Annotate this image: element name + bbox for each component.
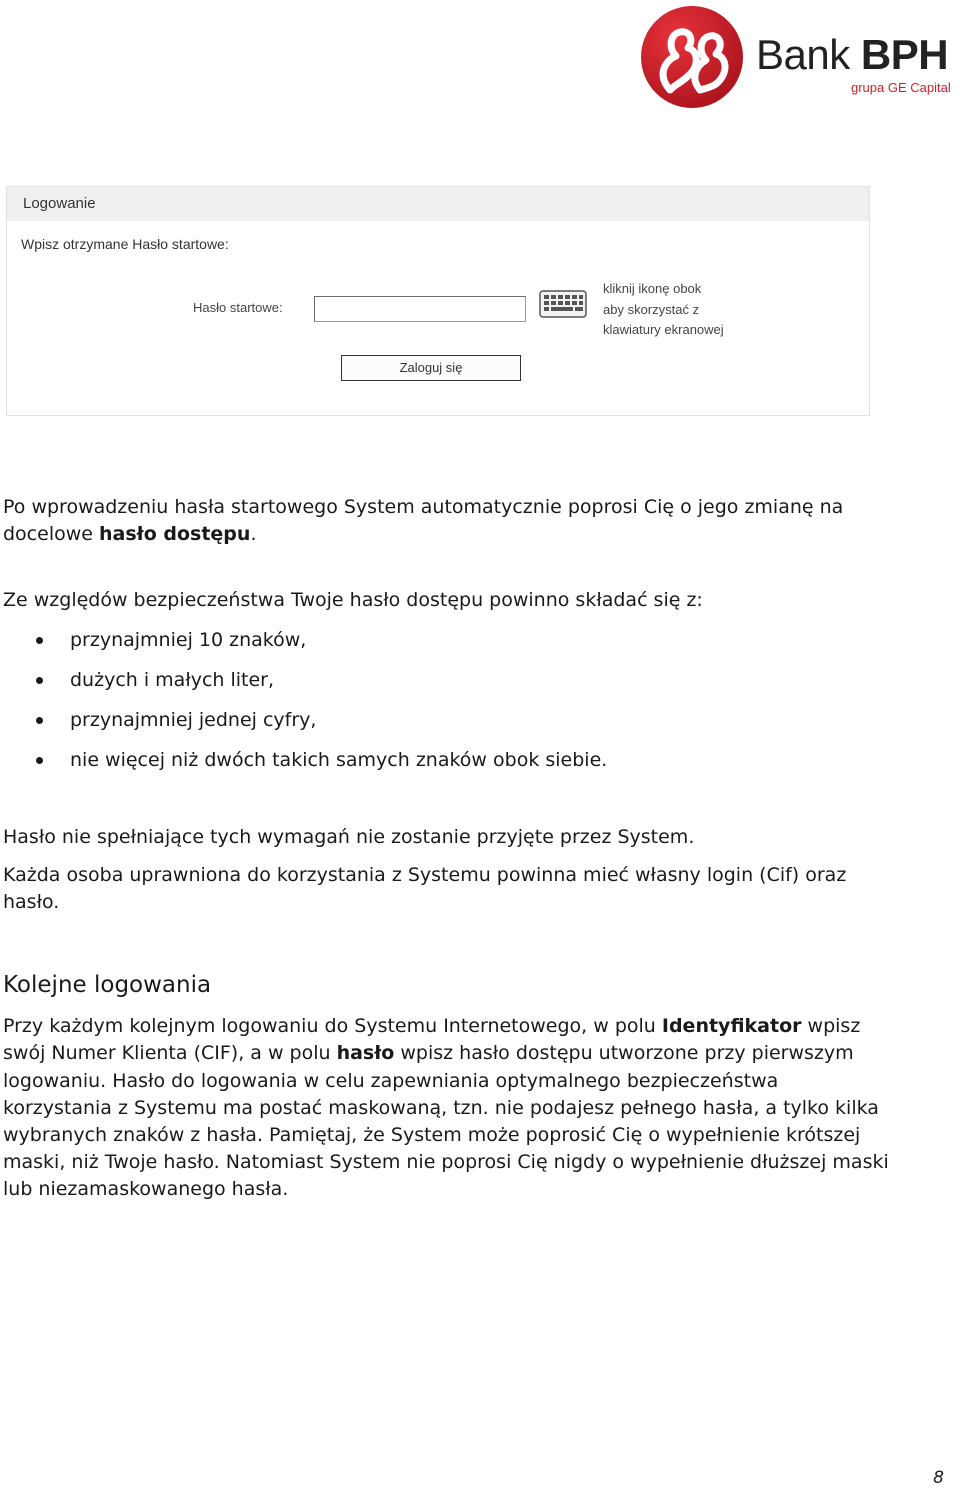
paragraph-line: lub niezamaskowanego hasła. xyxy=(3,1178,289,1200)
login-panel-title: Logowanie xyxy=(23,195,96,212)
paragraph-line: logowaniu. Hasło do logowania w celu zapewniania optymalnego bezpieczeństwa xyxy=(3,1070,779,1092)
paragraph-line: Przy każdym kolejnym logowaniu do Systemu Internetowego, w polu Identyfikator wpisz xyxy=(3,1015,861,1037)
login-panel xyxy=(6,186,870,416)
page-number: 8 xyxy=(933,1468,944,1488)
keyboard-hint xyxy=(603,279,724,341)
password-label: Hasło startowe: xyxy=(193,300,283,315)
bullet-icon xyxy=(36,717,43,724)
paragraph-line: korzystania z Systemu ma postać maskowaną, tzn. nie podajesz pełnego hasła, a tylko kilka xyxy=(3,1097,879,1119)
keyboard-icon[interactable] xyxy=(539,288,587,320)
paragraph-line: maski, niż Twoje hasło. Natomiast System nie poprosi Cię nigdy o wypełnienie dłuższej maski xyxy=(3,1151,889,1173)
bank-bph-logo xyxy=(640,4,956,108)
login-panel-header xyxy=(7,187,869,221)
bullet-icon xyxy=(36,677,43,684)
requirement-item: nie więcej niż dwóch takich samych znaków obok siebie. xyxy=(70,749,608,771)
note-line: Każda osoba uprawniona do korzystania z Systemu powinna mieć własny login (Cif) oraz xyxy=(3,864,847,886)
keyboard-hint-line: klawiatury ekranowej xyxy=(603,322,724,337)
paragraph-line: wybranych znaków z hasła. Pamiętaj, że System może poprosić Cię o wypełnienie krótszej xyxy=(3,1124,861,1146)
logo-subtitle: grupa GE Capital xyxy=(851,80,951,95)
paragraph-line: swój Numer Klienta (CIF), a w polu hasło wpisz hasło dostępu utworzone przy pierwszym xyxy=(3,1042,854,1064)
keyboard-hint-line: aby skorzystać z xyxy=(603,301,700,317)
bank-bph-logo-icon xyxy=(640,4,746,110)
requirement-item: dużych i małych liter, xyxy=(70,669,275,691)
note-line: hasło. xyxy=(3,891,60,913)
login-button[interactable]: Zaloguj się xyxy=(341,355,521,381)
keyboard-hint-line: kliknij ikonę obok xyxy=(603,281,702,296)
logo-wordmark: Bank BPH xyxy=(756,31,949,78)
bullet-icon xyxy=(36,637,43,644)
intro-line: docelowe hasło dostępu. xyxy=(3,523,257,545)
requirements-lead: Ze względów bezpieczeństwa Twoje hasło dostępu powinno składać się z: xyxy=(3,589,703,611)
requirement-item: przynajmniej 10 znaków, xyxy=(70,629,307,651)
section-heading: Kolejne logowania xyxy=(3,972,212,998)
note-line: Hasło nie spełniające tych wymagań nie zostanie przyjęte przez System. xyxy=(3,826,695,848)
login-prompt: Wpisz otrzymane Hasło startowe: xyxy=(21,236,229,252)
password-field[interactable] xyxy=(314,296,526,322)
bullet-icon xyxy=(36,757,43,764)
requirement-item: przynajmniej jednej cyfry, xyxy=(70,709,317,731)
intro-line: Po wprowadzeniu hasła startowego System automatycznie poprosi Cię o jego zmianę na xyxy=(3,496,844,518)
